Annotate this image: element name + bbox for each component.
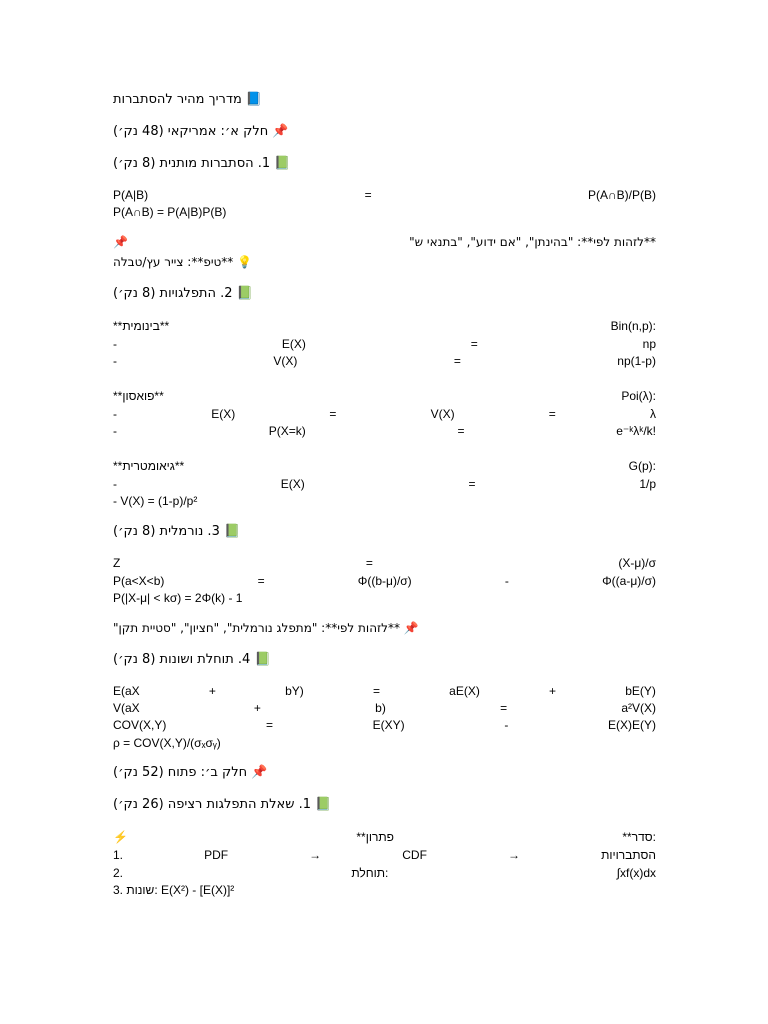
formula-text: - V(X) = (1-p)/p² bbox=[113, 494, 198, 508]
step-term: CDF bbox=[402, 848, 427, 862]
formula-term: = bbox=[500, 701, 508, 715]
linearity-expectation bbox=[113, 683, 656, 700]
formula-term: 1/p bbox=[639, 477, 656, 491]
formula-term: P(a<X<b) bbox=[113, 574, 165, 588]
formula-term: Φ((b-μ)/σ) bbox=[357, 574, 412, 588]
tip-line bbox=[113, 254, 656, 271]
formula-term: - bbox=[113, 337, 117, 351]
formula-term: = bbox=[470, 337, 478, 351]
section-conditional-heading: 📗 1. הסתברות מותנית (8 נק׳) bbox=[113, 156, 291, 171]
formula-term: = bbox=[372, 684, 380, 698]
formula-term: E(XY) bbox=[372, 718, 405, 732]
formula-term: Z bbox=[113, 556, 121, 570]
z-score-formula bbox=[113, 555, 656, 572]
formula-term: P(X=k) bbox=[268, 424, 306, 438]
formula-term: E(aX bbox=[113, 684, 140, 698]
solution-label: **פתרון bbox=[356, 830, 394, 844]
formula-term: aE(X) bbox=[449, 684, 480, 698]
formula-term: = bbox=[364, 188, 372, 202]
poisson-pmf bbox=[113, 423, 656, 440]
dist-name: **בינומית** bbox=[113, 319, 170, 333]
step-term: ∫xf(x)dx bbox=[616, 866, 656, 880]
formula-text: P(|X-μ| < kσ) = 2Φ(k) - 1 bbox=[113, 591, 243, 605]
formula-term: e⁻ᵏλᵏ/k! bbox=[616, 424, 656, 438]
section-continuous-heading: 📗 1. שאלת התפלגות רציפה (26 נק׳) bbox=[113, 797, 332, 812]
binomial-expectation bbox=[113, 336, 656, 353]
formula-term: a²V(X) bbox=[621, 701, 656, 715]
tip-text: 💡 **טיפ**: צייר עץ/טבלה bbox=[113, 255, 253, 269]
dist-notation: G(p): bbox=[628, 459, 656, 473]
formula-term: Φ((a-μ)/σ) bbox=[602, 574, 656, 588]
hint-text: 📌 **לזהות לפי**: "מתפלג נורמלית", "חציון", "סטיית תקן" bbox=[113, 621, 419, 635]
lightning-icon: ⚡ bbox=[113, 830, 128, 844]
formula-term: - bbox=[504, 574, 509, 588]
covariance-formula bbox=[113, 717, 656, 734]
identify-hint-normal bbox=[113, 620, 656, 637]
solution-step-3 bbox=[113, 882, 656, 899]
formula-term: - bbox=[504, 718, 509, 732]
formula-term: np bbox=[642, 337, 656, 351]
formula-term: bE(Y) bbox=[625, 684, 656, 698]
conditional-formula bbox=[113, 187, 656, 204]
geometric-title bbox=[113, 458, 656, 475]
solution-step-1 bbox=[113, 847, 656, 864]
formula-term: + bbox=[253, 701, 261, 715]
order-label: **סדר: bbox=[622, 830, 656, 844]
formula-term: E(X)E(Y) bbox=[608, 718, 656, 732]
formula-text: ρ = COV(X,Y)/(σₓσᵧ) bbox=[113, 736, 221, 750]
formula-text: P(A∩B) = P(A|B)P(B) bbox=[113, 205, 227, 219]
section-expectation-heading: 📗 4. תוחלת ושונות (8 נק׳) bbox=[113, 652, 271, 667]
formula-term: λ bbox=[649, 407, 656, 421]
normal-symmetric-formula bbox=[113, 590, 656, 607]
identify-hint-conditional bbox=[113, 234, 656, 251]
formula-term: + bbox=[208, 684, 216, 698]
solution-step-2 bbox=[113, 865, 656, 882]
step-number: 1. bbox=[113, 848, 124, 862]
normal-interval-formula bbox=[113, 573, 656, 590]
binomial-title bbox=[113, 318, 656, 335]
doc-title: 📘 מדריך מהיר להסתברות bbox=[113, 92, 263, 107]
step-text: 3. שונות: E(X²) - [E(X)]² bbox=[113, 883, 235, 897]
formula-term: V(aX bbox=[113, 701, 140, 715]
formula-term: E(X) bbox=[211, 407, 236, 421]
dist-name: **פואסון** bbox=[113, 389, 164, 403]
correlation-formula bbox=[113, 735, 656, 752]
formula-term: COV(X,Y) bbox=[113, 718, 167, 732]
formula-term: V(X) bbox=[430, 407, 455, 421]
arrow-icon: → bbox=[309, 848, 322, 862]
dist-name: **גיאומטרית** bbox=[113, 459, 185, 473]
poisson-title bbox=[113, 388, 656, 405]
binomial-variance bbox=[113, 353, 656, 370]
formula-term: = bbox=[266, 718, 274, 732]
step-number: 2. bbox=[113, 866, 124, 880]
formula-term: = bbox=[468, 477, 476, 491]
formula-term: V(X) bbox=[273, 354, 298, 368]
dist-notation: Bin(n,p): bbox=[610, 319, 656, 333]
section-normal-heading: 📗 3. נורמלית (8 נק׳) bbox=[113, 524, 241, 539]
formula-term: = bbox=[453, 354, 461, 368]
step-term: תוחלת: bbox=[351, 866, 389, 880]
formula-term: - bbox=[113, 477, 117, 491]
part-b-heading: 📌 חלק ב׳: פתוח (52 נק׳) bbox=[113, 765, 268, 780]
multiplication-rule bbox=[113, 204, 656, 221]
formula-term: E(X) bbox=[281, 337, 306, 351]
formula-term: P(A∩B)/P(B) bbox=[588, 188, 656, 202]
section-distributions-heading: 📗 2. התפלגויות (8 נק׳) bbox=[113, 286, 253, 301]
formula-term: - bbox=[113, 424, 117, 438]
formula-term: = bbox=[329, 407, 337, 421]
geometric-expectation bbox=[113, 476, 656, 493]
dist-notation: Poi(λ): bbox=[621, 389, 656, 403]
formula-term: + bbox=[549, 684, 557, 698]
formula-term: - bbox=[113, 354, 117, 368]
formula-term: (X-μ)/σ bbox=[618, 556, 656, 570]
formula-term: = bbox=[457, 424, 465, 438]
solution-order-title bbox=[113, 829, 656, 846]
step-term: PDF bbox=[204, 848, 229, 862]
formula-term: - bbox=[113, 407, 117, 421]
formula-term: b) bbox=[375, 701, 386, 715]
variance-scaling bbox=[113, 700, 656, 717]
step-term: הסתברויות bbox=[601, 848, 656, 862]
formula-term: = bbox=[548, 407, 556, 421]
formula-term: E(X) bbox=[280, 477, 305, 491]
hint-text: **לזהות לפי**: "בהינתן", "אם ידוע", "בתנאי ש" bbox=[409, 235, 656, 249]
formula-term: = bbox=[257, 574, 265, 588]
formula-term: np(1-p) bbox=[617, 354, 656, 368]
pin-icon: 📌 bbox=[113, 235, 128, 249]
formula-term: = bbox=[365, 556, 373, 570]
arrow-icon: → bbox=[508, 848, 520, 862]
formula-term: bY) bbox=[285, 684, 304, 698]
formula-term: P(A|B) bbox=[113, 188, 149, 202]
geometric-variance bbox=[113, 493, 656, 510]
part-a-heading: 📌 חלק א׳: אמריקאי (48 נק׳) bbox=[113, 124, 289, 139]
poisson-moments bbox=[113, 406, 656, 423]
